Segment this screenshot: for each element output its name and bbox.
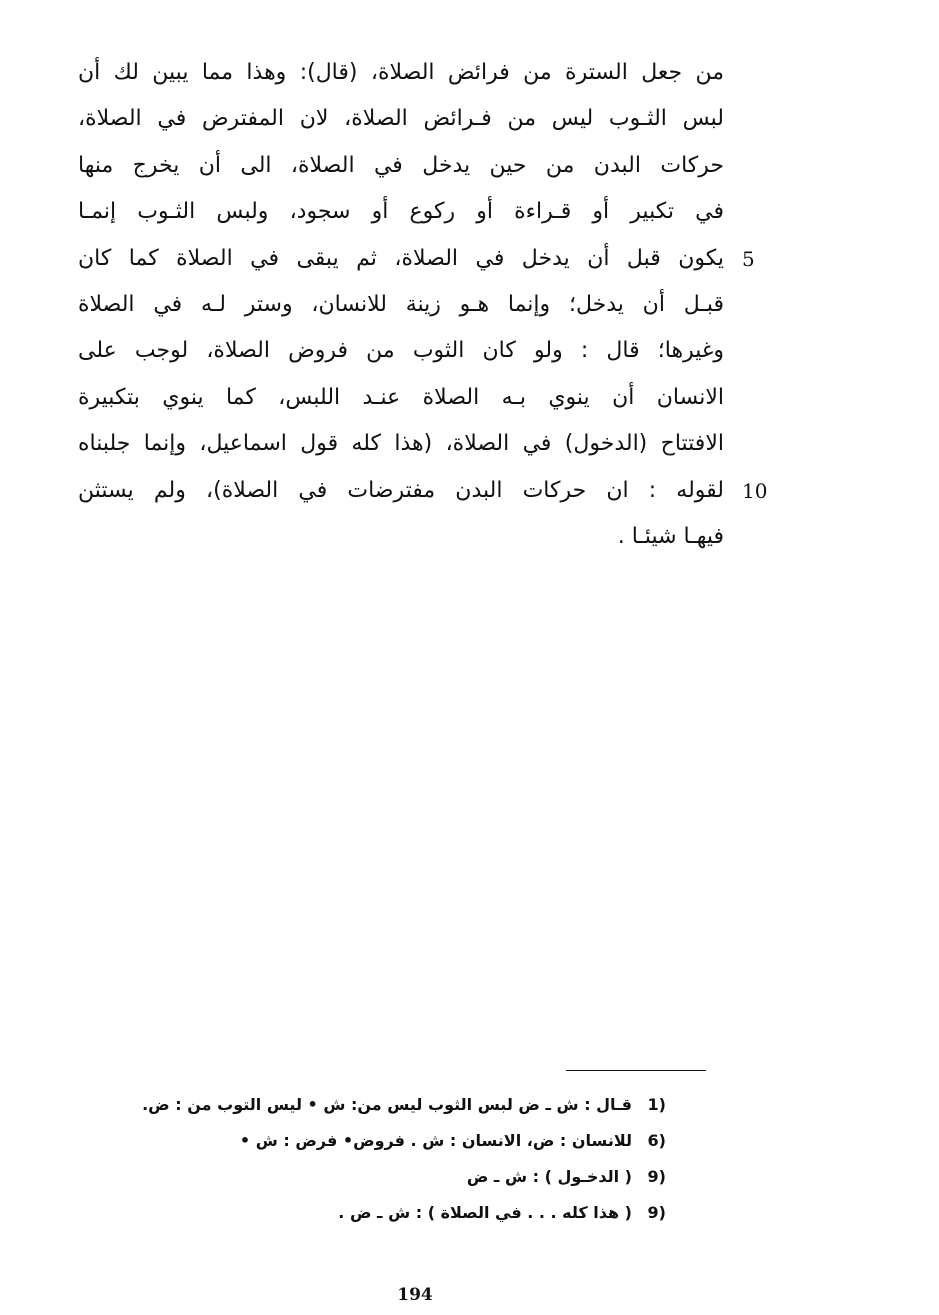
text-line-1: من جعل السترة من فرائض الصلاة، (قال): وهذا مما يبين لك أن — [78, 60, 724, 85]
text-line-7: وغيرها؛ قال : ولو كان الثوب من فروض الصلاة، لوجب على — [78, 338, 724, 364]
footnote-number: 1) — [647, 1095, 666, 1114]
footnote-number: 9) — [647, 1167, 666, 1186]
text-line-8: الانسان أن ينوي بـه الصلاة عنـد اللبس، كما ينوي بتكبيرة — [78, 384, 724, 410]
line-number-10: 10 — [742, 478, 768, 503]
text-line-10: لقوله : ان حركات البدن مفترضات في الصلاة)، ولم يستثن — [78, 477, 724, 503]
footnote-item — [60, 1195, 666, 1231]
text-line-3: حركات البدن من حين يدخل في الصلاة، الى أن يخرج منها — [78, 152, 724, 178]
footnote-text: قـال : ش ـ ض لبس الثوب ليس من: ش • ليس التوب من : ض. — [142, 1095, 632, 1114]
footnote-number: 6) — [647, 1131, 666, 1150]
text-line-2: لبس الثـوب ليس من فـرائض الصلاة، لان المفترض في الصلاة، — [78, 106, 724, 132]
footnote-text: للانسان : ض، الانسان : ش . فروض• فرض : ش • — [239, 1131, 632, 1150]
footnote-item — [60, 1123, 666, 1159]
line-number-5: 5 — [742, 246, 755, 271]
main-text — [78, 50, 724, 560]
footnote-text: ( الدخـول ) : ش ـ ض — [466, 1167, 632, 1186]
text-line-11: فيهـا شيئـا . — [617, 523, 724, 549]
footnote-item — [60, 1159, 666, 1195]
footnote-text: ( هذا كله . . . في الصلاة ) : ش ـ ض . — [338, 1203, 632, 1222]
page-number: 194 — [397, 1285, 433, 1305]
footnote-item — [60, 1087, 666, 1123]
text-line-4: في تكبير أو قـراءة أو ركوع أو سجود، ولبس الثـوب إنمـا — [78, 199, 724, 225]
text-line-5: يكون قبل أن يدخل في الصلاة، ثم يبقى في الصلاة كما كان — [78, 245, 724, 271]
footnote-number: 9) — [647, 1203, 666, 1222]
footnotes — [60, 1087, 666, 1231]
text-line-9: الافتتاح (الدخول) في الصلاة، (هذا كله قول اسماعيل، وإنما جلبناه — [78, 431, 724, 457]
text-line-6: قبـل أن يدخل؛ وإنما هـو زينة للانسان، وستر لـه في الصلاة — [78, 291, 724, 317]
footnote-divider — [566, 1070, 706, 1071]
